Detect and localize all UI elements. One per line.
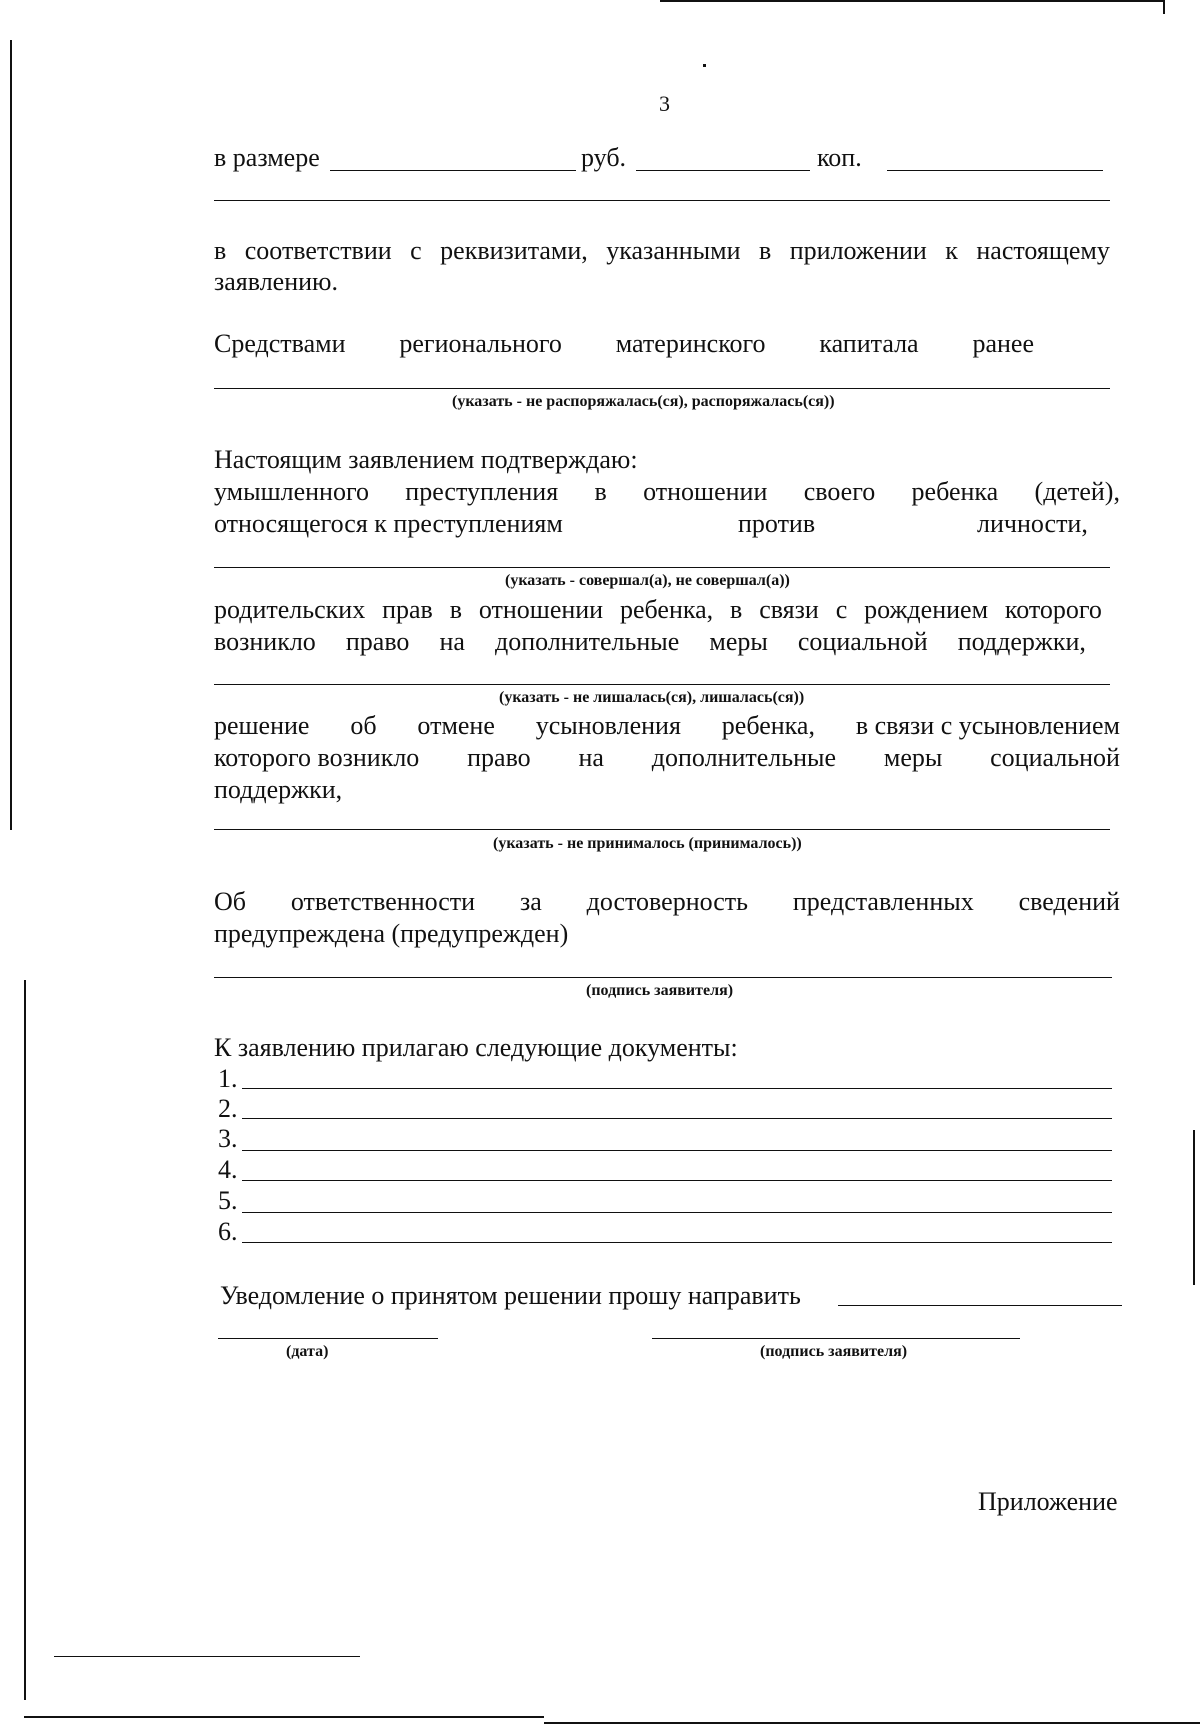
- word: Средствами: [214, 329, 346, 358]
- attachment-number-6: 6.: [218, 1217, 238, 1246]
- word: связи: [759, 595, 819, 624]
- word: возникло: [214, 627, 316, 656]
- amount-label: в размере: [214, 143, 320, 172]
- responsibility-line-1: [214, 886, 1120, 918]
- word: на: [439, 627, 465, 656]
- word: рождением: [864, 595, 989, 624]
- attachment-field-4[interactable]: [242, 1180, 1112, 1181]
- word: родительских: [214, 595, 366, 624]
- adoption-field[interactable]: [214, 829, 1110, 830]
- adoption-line-3: поддержки,: [214, 775, 343, 804]
- word: с: [835, 595, 848, 624]
- regional-capital-field[interactable]: [214, 388, 1110, 389]
- kop-label: коп.: [817, 143, 862, 172]
- crime-caption: (указать - совершал(а), не совершал(а)): [505, 572, 790, 589]
- date-caption: (дата): [286, 1343, 329, 1360]
- adoption-line-2: [214, 742, 1120, 774]
- adoption-line-1: [214, 710, 1120, 742]
- word: отношении: [643, 477, 768, 506]
- crime-line-2-b: против: [738, 509, 816, 538]
- word: ранее: [972, 329, 1034, 358]
- word: представленных: [792, 887, 974, 916]
- attachment-number-5: 5.: [218, 1186, 238, 1215]
- word: (детей),: [1034, 477, 1120, 506]
- word: ребенка,: [721, 711, 815, 740]
- word: своего: [803, 477, 876, 506]
- crime-line-2-c: личности,: [977, 509, 1088, 538]
- appendix-label: Приложение: [978, 1487, 1118, 1516]
- word: регионального: [399, 329, 562, 358]
- amount-rub-field[interactable]: [330, 170, 576, 171]
- crime-line-2-a: относящегося к преступлениям: [214, 509, 563, 538]
- word: к: [945, 236, 958, 265]
- word: в: [759, 236, 772, 265]
- word: Об: [214, 887, 247, 916]
- signature-field[interactable]: [652, 1338, 1020, 1339]
- regional-capital-caption: (указать - не распоряжалась(ся), распоряжалась(ся)): [452, 393, 835, 410]
- scan-border-left: [10, 40, 12, 830]
- rights-caption: (указать - не лишалась(ся), лишалась(ся)): [499, 689, 805, 706]
- scan-border-top: [660, 0, 1165, 2]
- word: которого: [1004, 595, 1102, 624]
- word: настоящему: [976, 236, 1110, 265]
- word: решение: [214, 711, 310, 740]
- rights-field[interactable]: [214, 684, 1110, 685]
- word: поддержки,: [957, 627, 1086, 656]
- word: отношении: [478, 595, 604, 624]
- signature-caption: (подпись заявителя): [760, 1343, 908, 1360]
- word: которого возникло: [214, 743, 420, 772]
- word: на: [578, 743, 604, 772]
- word: в: [214, 236, 227, 265]
- word: право: [345, 627, 410, 656]
- scan-border-bottom-right: [544, 1722, 1200, 1724]
- word: сведений: [1018, 887, 1120, 916]
- word: за: [519, 887, 542, 916]
- attachment-field-3[interactable]: [242, 1150, 1112, 1151]
- responsibility-caption: (подпись заявителя): [586, 982, 734, 999]
- scan-border-right-lower: [1193, 1130, 1195, 1285]
- attachment-field-6[interactable]: [242, 1242, 1112, 1243]
- amount-kop-field[interactable]: [636, 170, 810, 171]
- rights-line-1: [214, 594, 1102, 626]
- word: соответствии: [244, 236, 392, 265]
- attachment-field-5[interactable]: [242, 1212, 1112, 1213]
- attachment-field-1[interactable]: [242, 1088, 1112, 1089]
- notification-field[interactable]: [838, 1305, 1122, 1306]
- date-field[interactable]: [218, 1338, 438, 1339]
- attachment-number-4: 4.: [218, 1155, 238, 1184]
- rub-label: руб.: [581, 143, 627, 172]
- crime-line-1: [214, 476, 1120, 508]
- word: прав: [382, 595, 433, 624]
- word: об: [350, 711, 377, 740]
- requisites-line-2: заявлению.: [214, 267, 338, 296]
- word: социальной: [797, 627, 928, 656]
- word: меры: [883, 743, 943, 772]
- word: усыновления: [535, 711, 681, 740]
- word: с: [410, 236, 422, 265]
- word: меры: [709, 627, 768, 656]
- attachment-field-2[interactable]: [242, 1118, 1112, 1119]
- word: в связи с усыновлением: [855, 711, 1120, 740]
- scan-border-bottom: [24, 1716, 544, 1718]
- attachment-number-2: 2.: [218, 1094, 238, 1123]
- page-number: 3: [659, 91, 670, 116]
- word: ребенка: [911, 477, 999, 506]
- word: дополнительные: [651, 743, 837, 772]
- word: приложении: [789, 236, 927, 265]
- word: материнского: [615, 329, 766, 358]
- attachments-heading: К заявлению прилагаю следующие документы:: [214, 1033, 738, 1062]
- amount-after-kop-field[interactable]: [887, 170, 1103, 171]
- word: ребенка,: [619, 595, 714, 624]
- attachment-number-1: 1.: [218, 1064, 238, 1093]
- word: капитала: [819, 329, 919, 358]
- requisites-line-1: [214, 235, 1110, 267]
- word: право: [467, 743, 531, 772]
- confirm-heading: Настоящим заявлением подтверждаю:: [214, 445, 638, 474]
- word: в: [594, 477, 607, 506]
- word: дополнительные: [495, 627, 680, 656]
- scan-dot: [703, 64, 706, 67]
- word: реквизитами,: [440, 236, 588, 265]
- responsibility-line-2: предупреждена (предупрежден): [214, 919, 569, 948]
- rights-line-2: [214, 626, 1086, 658]
- word: умышленного: [214, 477, 369, 506]
- scan-border-right: [1163, 0, 1165, 14]
- word: преступления: [405, 477, 559, 506]
- footnote-rule: [54, 1656, 360, 1657]
- attachment-number-3: 3.: [218, 1124, 238, 1153]
- word: ответственности: [290, 887, 476, 916]
- regional-capital-line: [214, 328, 1034, 360]
- word: достоверность: [586, 887, 749, 916]
- amount-words-field[interactable]: [214, 200, 1110, 201]
- adoption-caption: (указать - не принималось (принималось)): [493, 835, 802, 852]
- responsibility-signature-field[interactable]: [214, 977, 1112, 978]
- notification-text: Уведомление о принятом решении прошу направить: [220, 1281, 801, 1310]
- word: в: [449, 595, 462, 624]
- word: указанными: [606, 236, 741, 265]
- word: отмене: [417, 711, 495, 740]
- word: социальной: [990, 743, 1120, 772]
- scan-border-left-lower: [24, 980, 26, 1700]
- word: в: [730, 595, 743, 624]
- crime-field[interactable]: [214, 567, 1110, 568]
